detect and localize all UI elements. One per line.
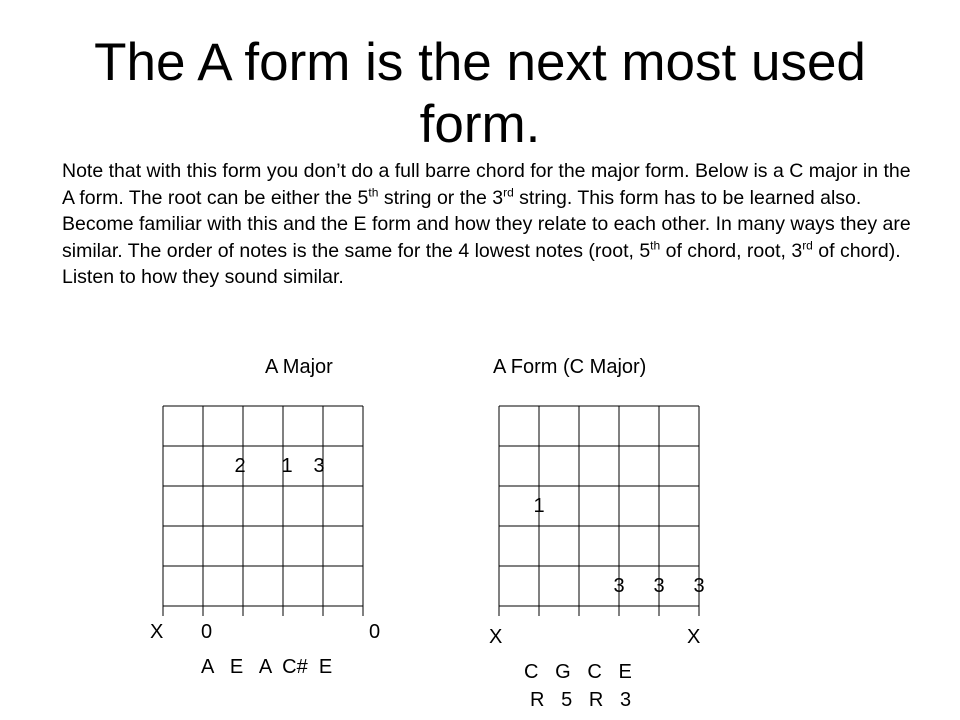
paragraph-text: string. This form has to be learned also. Become familiar with this and the E form and how they relate to each other. In many ways they are similar. The order of notes is the same for the 4 lowest notes (root, 5 bbox=[62, 186, 911, 262]
ordinal-superscript: rd bbox=[503, 185, 514, 199]
a-major-chord-grid bbox=[162, 405, 364, 617]
a-major-string1-mark: X bbox=[150, 621, 164, 643]
paragraph-text: Note that with this form you don’t do a full barre chord for the major form. Below is a C major in the A form. The root can be either the 5 bbox=[62, 160, 911, 209]
a-form-finger-number: 3 bbox=[653, 575, 665, 597]
a-form-c-major-label: A Form (C Major) bbox=[493, 356, 647, 378]
a-major-fretboard bbox=[162, 405, 364, 617]
ordinal-superscript: th bbox=[368, 185, 379, 199]
a-major-finger-number: 3 bbox=[313, 455, 325, 477]
a-form-notes: C G C E bbox=[524, 661, 632, 683]
ordinal-superscript: rd bbox=[802, 238, 813, 252]
a-form-finger-number: 1 bbox=[533, 495, 545, 517]
a-major-label: A Major bbox=[265, 356, 333, 378]
a-form-string1-mark: X bbox=[489, 626, 503, 648]
slide-title: The A form is the next most used form. bbox=[94, 33, 866, 154]
a-form-string6-mark: X bbox=[687, 626, 701, 648]
paragraph-text: of chord). Listen to how they sound similar. bbox=[62, 239, 901, 288]
ordinal-superscript: th bbox=[650, 238, 661, 252]
a-form-intervals: R 5 R 3 bbox=[530, 689, 632, 711]
a-major-notes: A E A C# E bbox=[201, 656, 333, 678]
paragraph-text: of chord, root, 3 bbox=[660, 239, 803, 262]
paragraph-text: string or the 3 bbox=[378, 186, 504, 209]
a-form-finger-number: 3 bbox=[613, 575, 625, 597]
a-major-string2-mark: 0 bbox=[201, 621, 213, 643]
a-form-fretboard bbox=[498, 405, 700, 617]
a-form-c-major-chord-grid bbox=[498, 405, 705, 617]
a-major-string6-mark: 0 bbox=[369, 621, 381, 643]
a-form-finger-number: 3 bbox=[693, 575, 705, 597]
a-major-finger-number: 1 bbox=[281, 455, 293, 477]
a-major-finger-number: 2 bbox=[234, 455, 246, 477]
body-paragraph bbox=[62, 158, 922, 291]
